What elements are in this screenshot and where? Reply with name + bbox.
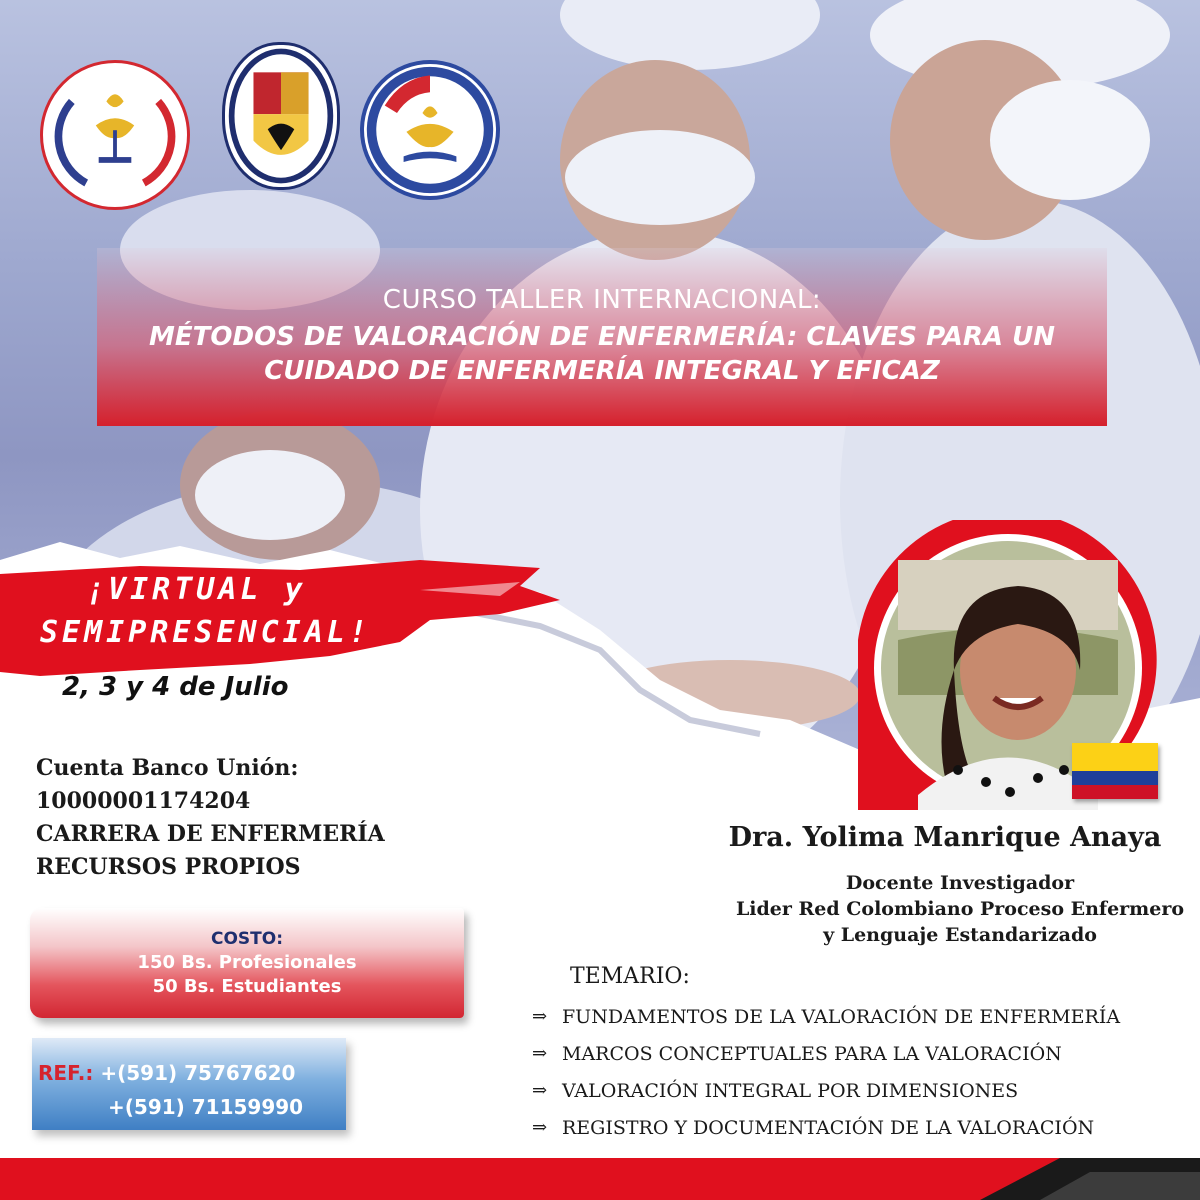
reference-row-1 (38, 1056, 346, 1090)
speaker-role-line-1: Docente Investigador (845, 872, 1075, 894)
bank-account-type: RECURSOS PROPIOS (36, 854, 301, 880)
face-mask-center (565, 130, 755, 225)
syllabus-title: TEMARIO: (570, 964, 690, 989)
bank-account-number: 10000001174204 (36, 788, 251, 814)
flag-red-stripe (1072, 785, 1158, 799)
bank-account-holder: CARRERA DE ENFERMERÍA (36, 821, 385, 847)
syllabus-item-text: FUNDAMENTOS DE LA VALORACIÓN DE ENFERMERÍA (562, 1005, 1121, 1028)
reference-contacts-box (32, 1038, 346, 1130)
syllabus-list (532, 998, 1120, 1146)
nursing-career-logo (360, 60, 500, 200)
face-mask-right (990, 80, 1150, 200)
course-title-banner (97, 248, 1107, 426)
syllabus-item (532, 998, 1120, 1035)
syllabus-item (532, 1035, 1120, 1072)
reference-phone-1: +(591) 75767620 (100, 1061, 296, 1085)
reference-label: REF.: (38, 1061, 94, 1085)
course-title-line-1: MÉTODOS DE VALORACIÓN DE ENFERMERÍA: CLAVES PARA UN (149, 322, 1055, 353)
double-arrow-icon: ⇒ (532, 1080, 548, 1101)
flag-blue-stripe (1072, 771, 1158, 785)
cost-professionals: 150 Bs. Profesionales (137, 952, 357, 973)
bank-info (36, 752, 385, 884)
faculty-logo-emblem (43, 63, 187, 207)
university-crest-emblem (225, 45, 337, 187)
cost-title: COSTO: (210, 929, 284, 949)
syllabus-item (532, 1109, 1120, 1146)
double-arrow-icon: ⇒ (532, 1117, 548, 1138)
double-arrow-icon: ⇒ (532, 1043, 548, 1064)
cost-students: 50 Bs. Estudiantes (152, 976, 342, 997)
reference-phone-2: +(591) 71159990 (108, 1095, 304, 1119)
syllabus-item (532, 1072, 1120, 1109)
modality-text (40, 572, 520, 650)
syllabus-item-text: VALORACIÓN INTEGRAL POR DIMENSIONES (562, 1079, 1019, 1102)
double-arrow-icon: ⇒ (532, 1006, 548, 1027)
cost-box (30, 908, 464, 1018)
bottom-stripe (0, 1150, 1200, 1200)
course-dates: 2, 3 y 4 de Julio (62, 672, 289, 702)
syllabus-item-text: MARCOS CONCEPTUALES PARA LA VALORACIÓN (562, 1042, 1062, 1065)
nursing-career-emblem (364, 64, 496, 196)
flag-yellow-stripe (1072, 743, 1158, 771)
modality-line-1: ¡VIRTUAL y (86, 572, 307, 607)
speaker-role-line-3: y Lenguaje Estandarizado (823, 924, 1097, 946)
modality-line-2: SEMIPRESENCIAL! (40, 615, 371, 650)
speaker-name: Dra. Yolima Manrique Anaya (728, 822, 1162, 853)
speaker-role (720, 870, 1200, 948)
speaker-role-line-2: Lider Red Colombiano Proceso Enfermero (735, 898, 1185, 920)
syllabus-item-text: REGISTRO Y DOCUMENTACIÓN DE LA VALORACIÓN (562, 1116, 1095, 1139)
surgical-cap-center (560, 0, 820, 70)
course-title-line-2: CUIDADO DE ENFERMERÍA INTEGRAL Y EFICAZ (264, 356, 940, 386)
university-crest-logo (222, 42, 340, 190)
course-type: CURSO TALLER INTERNACIONAL: (382, 285, 822, 316)
colombia-flag-icon (1072, 743, 1158, 799)
course-title (112, 321, 1092, 389)
bank-label: Cuenta Banco Unión: (36, 755, 299, 781)
faculty-logo (40, 60, 190, 210)
